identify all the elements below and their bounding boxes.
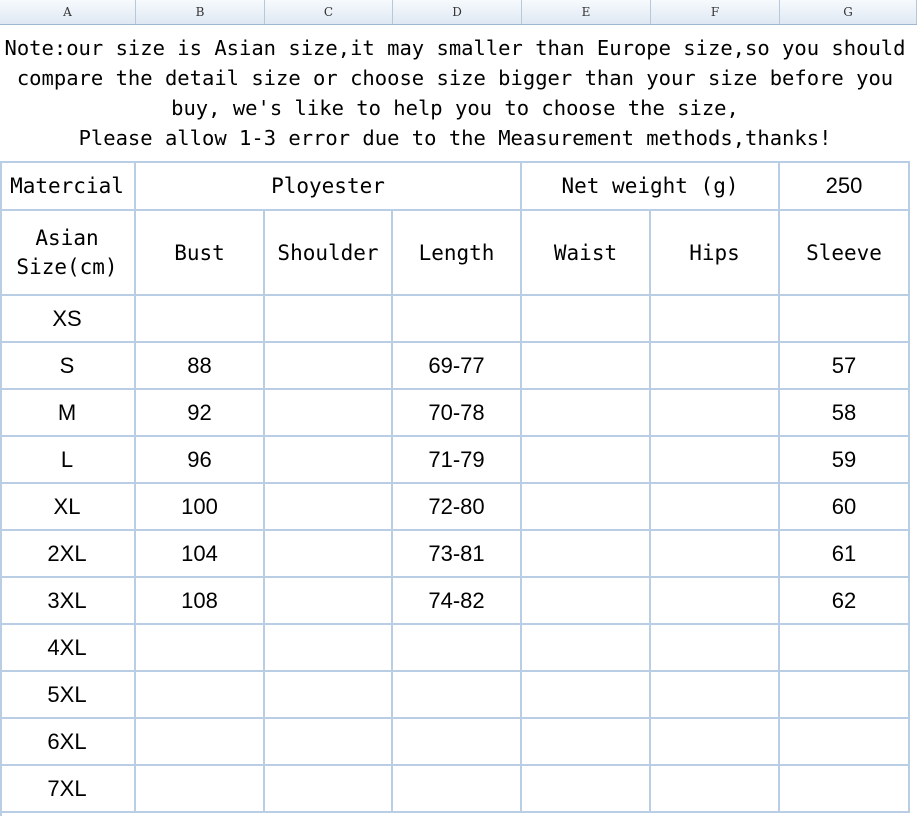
- measure-cell-length: 71-79: [393, 437, 522, 484]
- column-header-b[interactable]: B: [136, 0, 265, 24]
- measure-cell-shoulder: [265, 719, 393, 766]
- measure-cell-sleeve: [780, 766, 910, 813]
- measure-cell-bust: [136, 719, 265, 766]
- measure-cell-waist: [522, 343, 651, 390]
- net-weight-label: Net weight (g): [522, 163, 780, 211]
- measure-cell-sleeve: 58: [780, 390, 910, 437]
- measure-cell-length: [393, 719, 522, 766]
- measure-cell-hips: [651, 437, 780, 484]
- measure-cell-shoulder: [265, 672, 393, 719]
- measure-cell-bust: 88: [136, 343, 265, 390]
- column-header-e[interactable]: E: [522, 0, 651, 24]
- measure-cell-shoulder: [265, 437, 393, 484]
- measure-cell-shoulder: [265, 766, 393, 813]
- measure-cell-sleeve: 61: [780, 531, 910, 578]
- measure-cell-hips: [651, 766, 780, 813]
- measure-cell-sleeve: [780, 672, 910, 719]
- measure-cell-hips: [651, 484, 780, 531]
- note-line-4: Please allow 1-3 error due to the Measurement methods,thanks!: [78, 125, 832, 150]
- measure-cell-shoulder: [265, 578, 393, 625]
- measure-cell-waist: [522, 578, 651, 625]
- measure-cell-length: 69-77: [393, 343, 522, 390]
- measure-cell-bust: [136, 296, 265, 343]
- measure-cell-length: [393, 296, 522, 343]
- measure-cell-sleeve: 59: [780, 437, 910, 484]
- asian-size-label: [0, 211, 136, 296]
- measure-cell-hips: [651, 672, 780, 719]
- size-note: [0, 24, 910, 163]
- measure-cell-waist: [522, 672, 651, 719]
- measure-cell-bust: [136, 625, 265, 672]
- size-cell: 7XL: [0, 766, 136, 813]
- measure-cell-length: 70-78: [393, 390, 522, 437]
- size-cell: 4XL: [0, 625, 136, 672]
- material-label: Matercial: [0, 163, 136, 211]
- measure-cell-bust: 104: [136, 531, 265, 578]
- measure-cell-waist: [522, 296, 651, 343]
- measure-cell-hips: [651, 296, 780, 343]
- size-cell: XL: [0, 484, 136, 531]
- measure-cell-waist: [522, 719, 651, 766]
- measure-cell-length: [393, 625, 522, 672]
- column-header-bar: [0, 0, 917, 25]
- measure-cell-length: [393, 766, 522, 813]
- measure-cell-shoulder: [265, 484, 393, 531]
- measure-cell-hips: [651, 625, 780, 672]
- measure-cell-waist: [522, 484, 651, 531]
- measure-cell-shoulder: [265, 343, 393, 390]
- measure-cell-sleeve: [780, 625, 910, 672]
- measure-cell-sleeve: 57: [780, 343, 910, 390]
- measure-cell-shoulder: [265, 296, 393, 343]
- measure-cell-length: 73-81: [393, 531, 522, 578]
- measure-cell-hips: [651, 531, 780, 578]
- measure-cell-hips: [651, 578, 780, 625]
- header-length: Length: [393, 211, 522, 296]
- measure-cell-bust: [136, 672, 265, 719]
- note-line-1: Note:our size is Asian size,it may smaller than Europe size,so you should: [4, 35, 906, 60]
- material-value: Ployester: [136, 163, 522, 211]
- column-header-f[interactable]: F: [651, 0, 780, 24]
- header-waist: Waist: [522, 211, 651, 296]
- net-weight-value: 250: [780, 163, 910, 211]
- measure-cell-bust: 108: [136, 578, 265, 625]
- measure-cell-sleeve: [780, 719, 910, 766]
- size-cell: L: [0, 437, 136, 484]
- header-bust: Bust: [136, 211, 265, 296]
- size-cell: 2XL: [0, 531, 136, 578]
- measure-cell-sleeve: [780, 296, 910, 343]
- size-cell: 3XL: [0, 578, 136, 625]
- column-header-d[interactable]: D: [393, 0, 522, 24]
- header-sleeve: Sleeve: [780, 211, 910, 296]
- measure-cell-sleeve: 62: [780, 578, 910, 625]
- measure-cell-shoulder: [265, 531, 393, 578]
- note-line-3: buy, we's like to help you to choose the size,: [171, 95, 739, 120]
- asian-size-label-line1: Asian: [35, 225, 99, 250]
- size-cell: 5XL: [0, 672, 136, 719]
- measure-cell-waist: [522, 437, 651, 484]
- size-cell: M: [0, 390, 136, 437]
- measure-cell-waist: [522, 390, 651, 437]
- header-hips: Hips: [651, 211, 780, 296]
- column-header-g[interactable]: G: [780, 0, 917, 24]
- measure-cell-bust: [136, 766, 265, 813]
- measure-cell-shoulder: [265, 390, 393, 437]
- column-header-c[interactable]: C: [265, 0, 393, 24]
- asian-size-label-line2: Size(cm): [16, 254, 118, 279]
- measure-cell-length: 72-80: [393, 484, 522, 531]
- measure-cell-bust: 92: [136, 390, 265, 437]
- measure-cell-waist: [522, 531, 651, 578]
- column-header-a[interactable]: A: [0, 0, 136, 24]
- measure-cell-waist: [522, 766, 651, 813]
- measure-cell-length: [393, 672, 522, 719]
- measure-cell-hips: [651, 343, 780, 390]
- measure-cell-bust: 96: [136, 437, 265, 484]
- size-cell: S: [0, 343, 136, 390]
- measure-cell-length: 74-82: [393, 578, 522, 625]
- size-cell: 6XL: [0, 719, 136, 766]
- measure-cell-shoulder: [265, 625, 393, 672]
- measure-cell-hips: [651, 719, 780, 766]
- measure-cell-sleeve: 60: [780, 484, 910, 531]
- measure-cell-waist: [522, 625, 651, 672]
- header-shoulder: Shoulder: [265, 211, 393, 296]
- size-cell: XS: [0, 296, 136, 343]
- note-line-2: compare the detail size or choose size bigger than your size before you: [16, 65, 894, 90]
- measure-cell-hips: [651, 390, 780, 437]
- measure-cell-bust: 100: [136, 484, 265, 531]
